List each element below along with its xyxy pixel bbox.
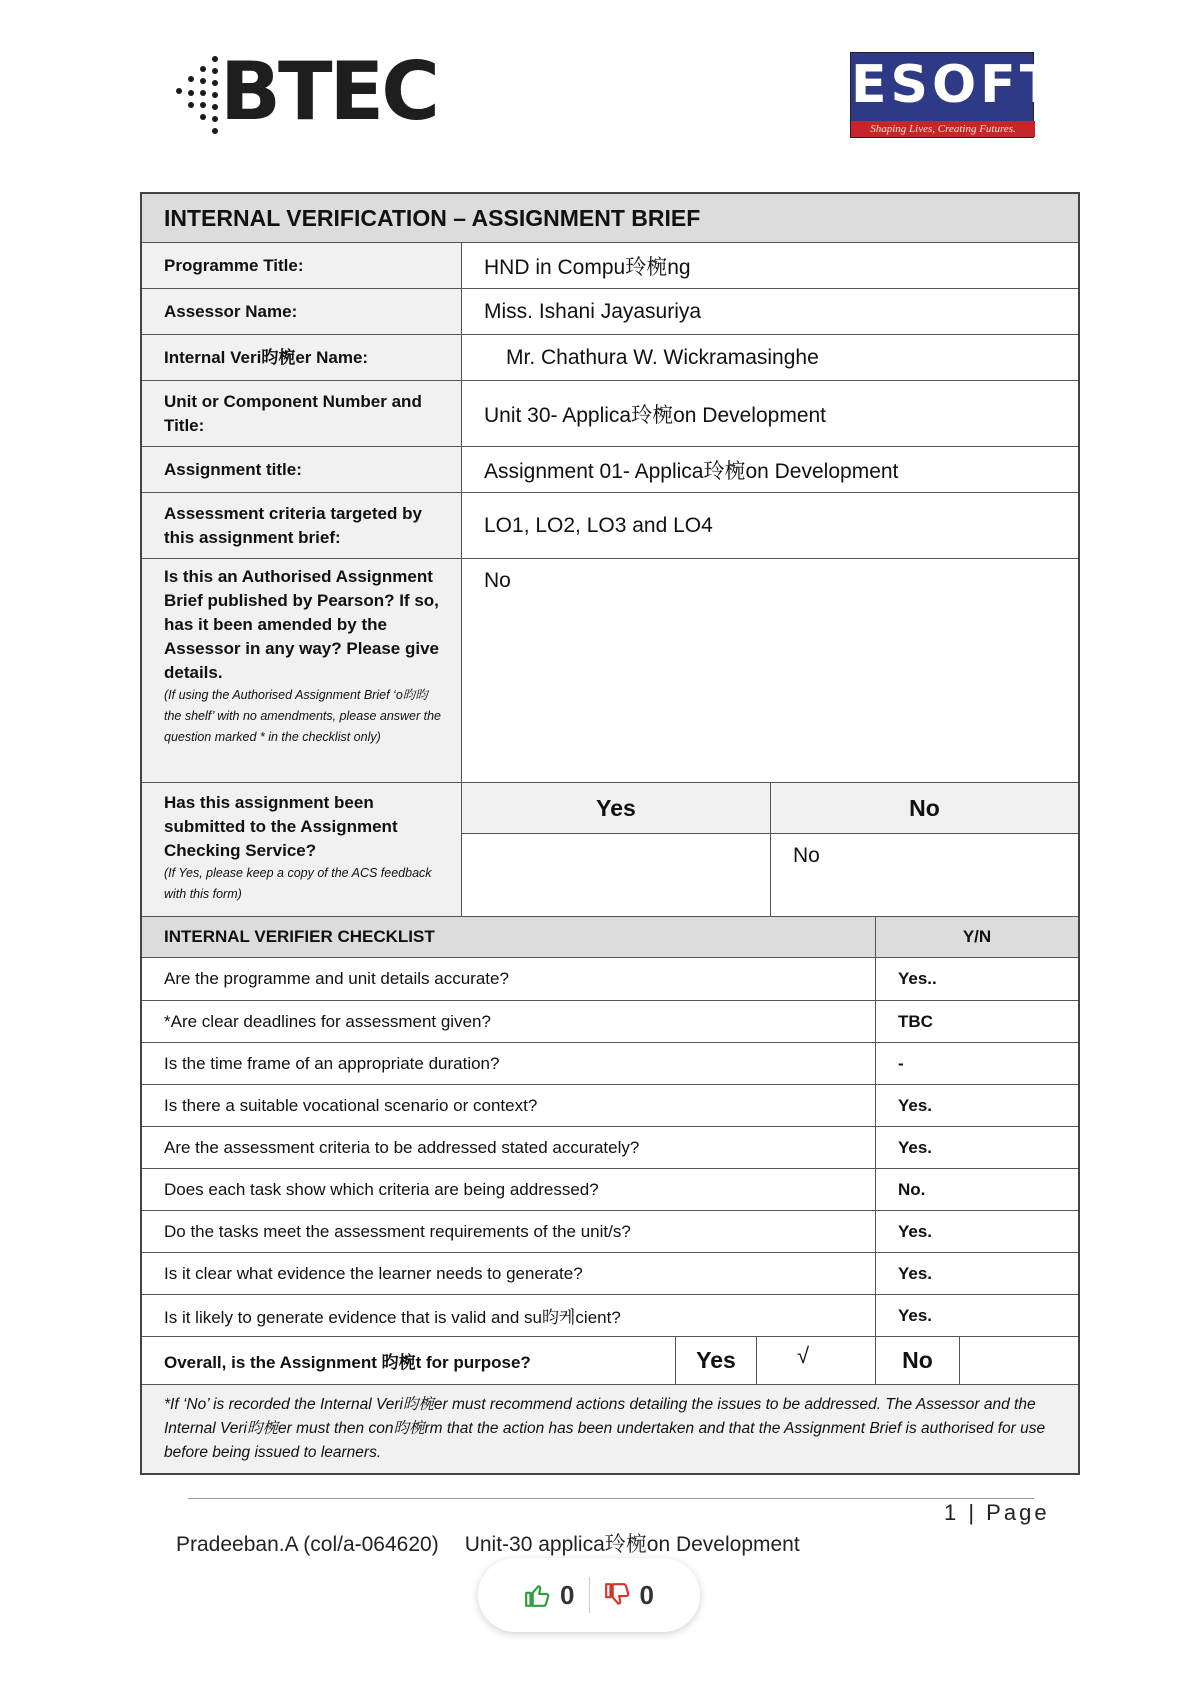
unit-value: Unit 30- Applica玲椀on Development	[484, 403, 827, 427]
esoft-logo	[850, 52, 1060, 138]
checklist-row	[142, 1210, 1078, 1252]
programme-title-label: Programme Title:	[142, 243, 462, 288]
checklist-row	[142, 1126, 1078, 1168]
checklist-question: Do the tasks meet the assessment requirements of the unit/s?	[142, 1211, 876, 1252]
checklist-question: Is there a suitable vocational scenario or context?	[142, 1085, 876, 1126]
checklist-row	[142, 1084, 1078, 1126]
footer-author: Pradeeban.A (col/a-064620)	[176, 1533, 439, 1556]
footnote-text: *If ‘No’ is recorded the Internal Veri昀椀er must recommend actions detailing the issues to be addressed. The Assessor and the Internal Veri昀椀er must then con昀椀rm that the action has been undertaken and that the Assignment Brief is authorised for use before being issued to learners.	[164, 1396, 1046, 1461]
checklist-answer: Yes.	[898, 1263, 933, 1283]
footer-unit: Unit-30 applica玲椀on Development	[464, 1533, 800, 1556]
checklist-yn-header: Y/N	[962, 927, 992, 946]
upvote-count: 0	[560, 1579, 575, 1610]
downvote-count: 0	[639, 1579, 654, 1610]
overall-row	[142, 1336, 1078, 1384]
assignment-title-value: Assignment 01- Applica玲椀on Development	[484, 459, 899, 483]
btec-wordmark: BTEC	[220, 45, 437, 138]
acs-label-cell	[142, 783, 462, 916]
acs-yes-header: Yes	[462, 783, 771, 833]
authorised-value: No	[484, 569, 511, 592]
checklist-row	[142, 958, 1078, 1000]
form-title: INTERNAL VERIFICATION – ASSIGNMENT BRIEF	[142, 194, 1078, 242]
esoft-wordmark: ESOFT	[851, 55, 1060, 115]
esoft-tagline: Shaping Lives, Creating Futures.	[851, 121, 1035, 137]
checklist-answer: No.	[898, 1179, 926, 1199]
checklist-answer: TBC	[898, 1011, 933, 1031]
checklist-header: INTERNAL VERIFIER CHECKLIST	[142, 917, 876, 957]
assignment-title-row	[142, 446, 1078, 492]
checklist-row	[142, 1000, 1078, 1042]
acs-row	[142, 782, 1078, 916]
acs-yes-value	[462, 834, 771, 916]
checklist-body	[142, 958, 1078, 1336]
checklist-question: Are the programme and unit details accurate?	[142, 958, 876, 1000]
thumbs-down-icon	[604, 1582, 630, 1608]
acs-no-value: No	[793, 844, 820, 867]
checklist-question: Are the assessment criteria to be addressed stated accurately?	[142, 1127, 876, 1168]
criteria-row	[142, 492, 1078, 558]
checklist-question: Does each task show which criteria are being addressed?	[142, 1169, 876, 1210]
internal-verifier-label: Internal Veri昀椀er Name:	[142, 335, 462, 380]
checklist-row	[142, 1294, 1078, 1336]
unit-row	[142, 380, 1078, 446]
acs-value-row	[462, 834, 1078, 916]
checklist-answer: Yes.	[898, 1095, 933, 1115]
criteria-label: Assessment criteria targeted by this assignment brief:	[142, 493, 462, 558]
checklist-row	[142, 1042, 1078, 1084]
assignment-title-label: Assignment title:	[142, 447, 462, 492]
checklist-question: *Are clear deadlines for assessment given?	[142, 1001, 876, 1042]
internal-verifier-value: Mr. Chathura W. Wickramasinghe	[506, 345, 819, 369]
overall-yes-mark: √	[756, 1337, 876, 1384]
page-number: 1 | Page	[944, 1500, 1050, 1525]
footer-text	[176, 1528, 800, 1558]
downvote-button[interactable]	[590, 1580, 668, 1611]
checklist-answer: Yes.	[898, 1137, 933, 1157]
assessor-name-value: Miss. Ishani Jayasuriya	[484, 299, 702, 323]
programme-title-value: HND in Compu玲椀ng	[484, 255, 691, 279]
acs-label: Has this assignment been submitted to the Assignment Checking Service?	[164, 793, 398, 860]
programme-title-row	[142, 242, 1078, 288]
checklist-answer: Yes..	[898, 969, 937, 988]
thumbs-up-icon	[524, 1582, 550, 1608]
checklist-row	[142, 1168, 1078, 1210]
authorised-label: Is this an Authorised Assignment Brief published by Pearson? If so, has it been amended by the Assessor in any way? Please give details.	[164, 567, 439, 682]
authorised-row	[142, 558, 1078, 782]
criteria-value: LO1, LO2, LO3 and LO4	[484, 513, 713, 537]
acs-no-header: No	[909, 794, 940, 821]
authorised-note: (If using the Authorised Assignment Brief ‘o昀昀 the shelf’ with no amendments, please answer the question marked * in the checklist only)	[164, 688, 442, 744]
acs-answer-grid	[462, 783, 1078, 916]
overall-yes-label: Yes	[696, 1347, 736, 1373]
checklist-answer: -	[898, 1053, 904, 1073]
checklist-row	[142, 1252, 1078, 1294]
footer-divider	[188, 1498, 1034, 1499]
overall-label: Overall, is the Assignment 昀椀t for purpose?	[142, 1337, 676, 1384]
assignment-brief-table	[140, 192, 1080, 1475]
checklist-answer: Yes.	[898, 1221, 933, 1241]
checklist-question: Is it likely to generate evidence that is valid and su昀케cient?	[142, 1295, 876, 1336]
unit-label: Unit or Component Number and Title:	[142, 381, 462, 446]
checklist-question: Is the time frame of an appropriate duration?	[142, 1043, 876, 1084]
acs-note: (If Yes, please keep a copy of the ACS feedback with this form)	[164, 866, 432, 901]
btec-logo	[172, 45, 437, 138]
checklist-header-row	[142, 916, 1078, 958]
authorised-label-cell	[142, 559, 462, 782]
overall-no-mark	[960, 1337, 1078, 1384]
internal-verifier-row	[142, 334, 1078, 380]
assessor-name-row	[142, 288, 1078, 334]
checklist-question: Is it clear what evidence the learner needs to generate?	[142, 1253, 876, 1294]
checklist-answer: Yes.	[898, 1305, 933, 1325]
acs-header-row	[462, 783, 1078, 834]
upvote-button[interactable]	[510, 1580, 588, 1611]
btec-dots-icon	[172, 52, 224, 132]
assessor-name-label: Assessor Name:	[142, 289, 462, 334]
overall-no-label: No	[876, 1337, 960, 1384]
footnote	[142, 1384, 1078, 1473]
vote-widget	[478, 1558, 700, 1632]
